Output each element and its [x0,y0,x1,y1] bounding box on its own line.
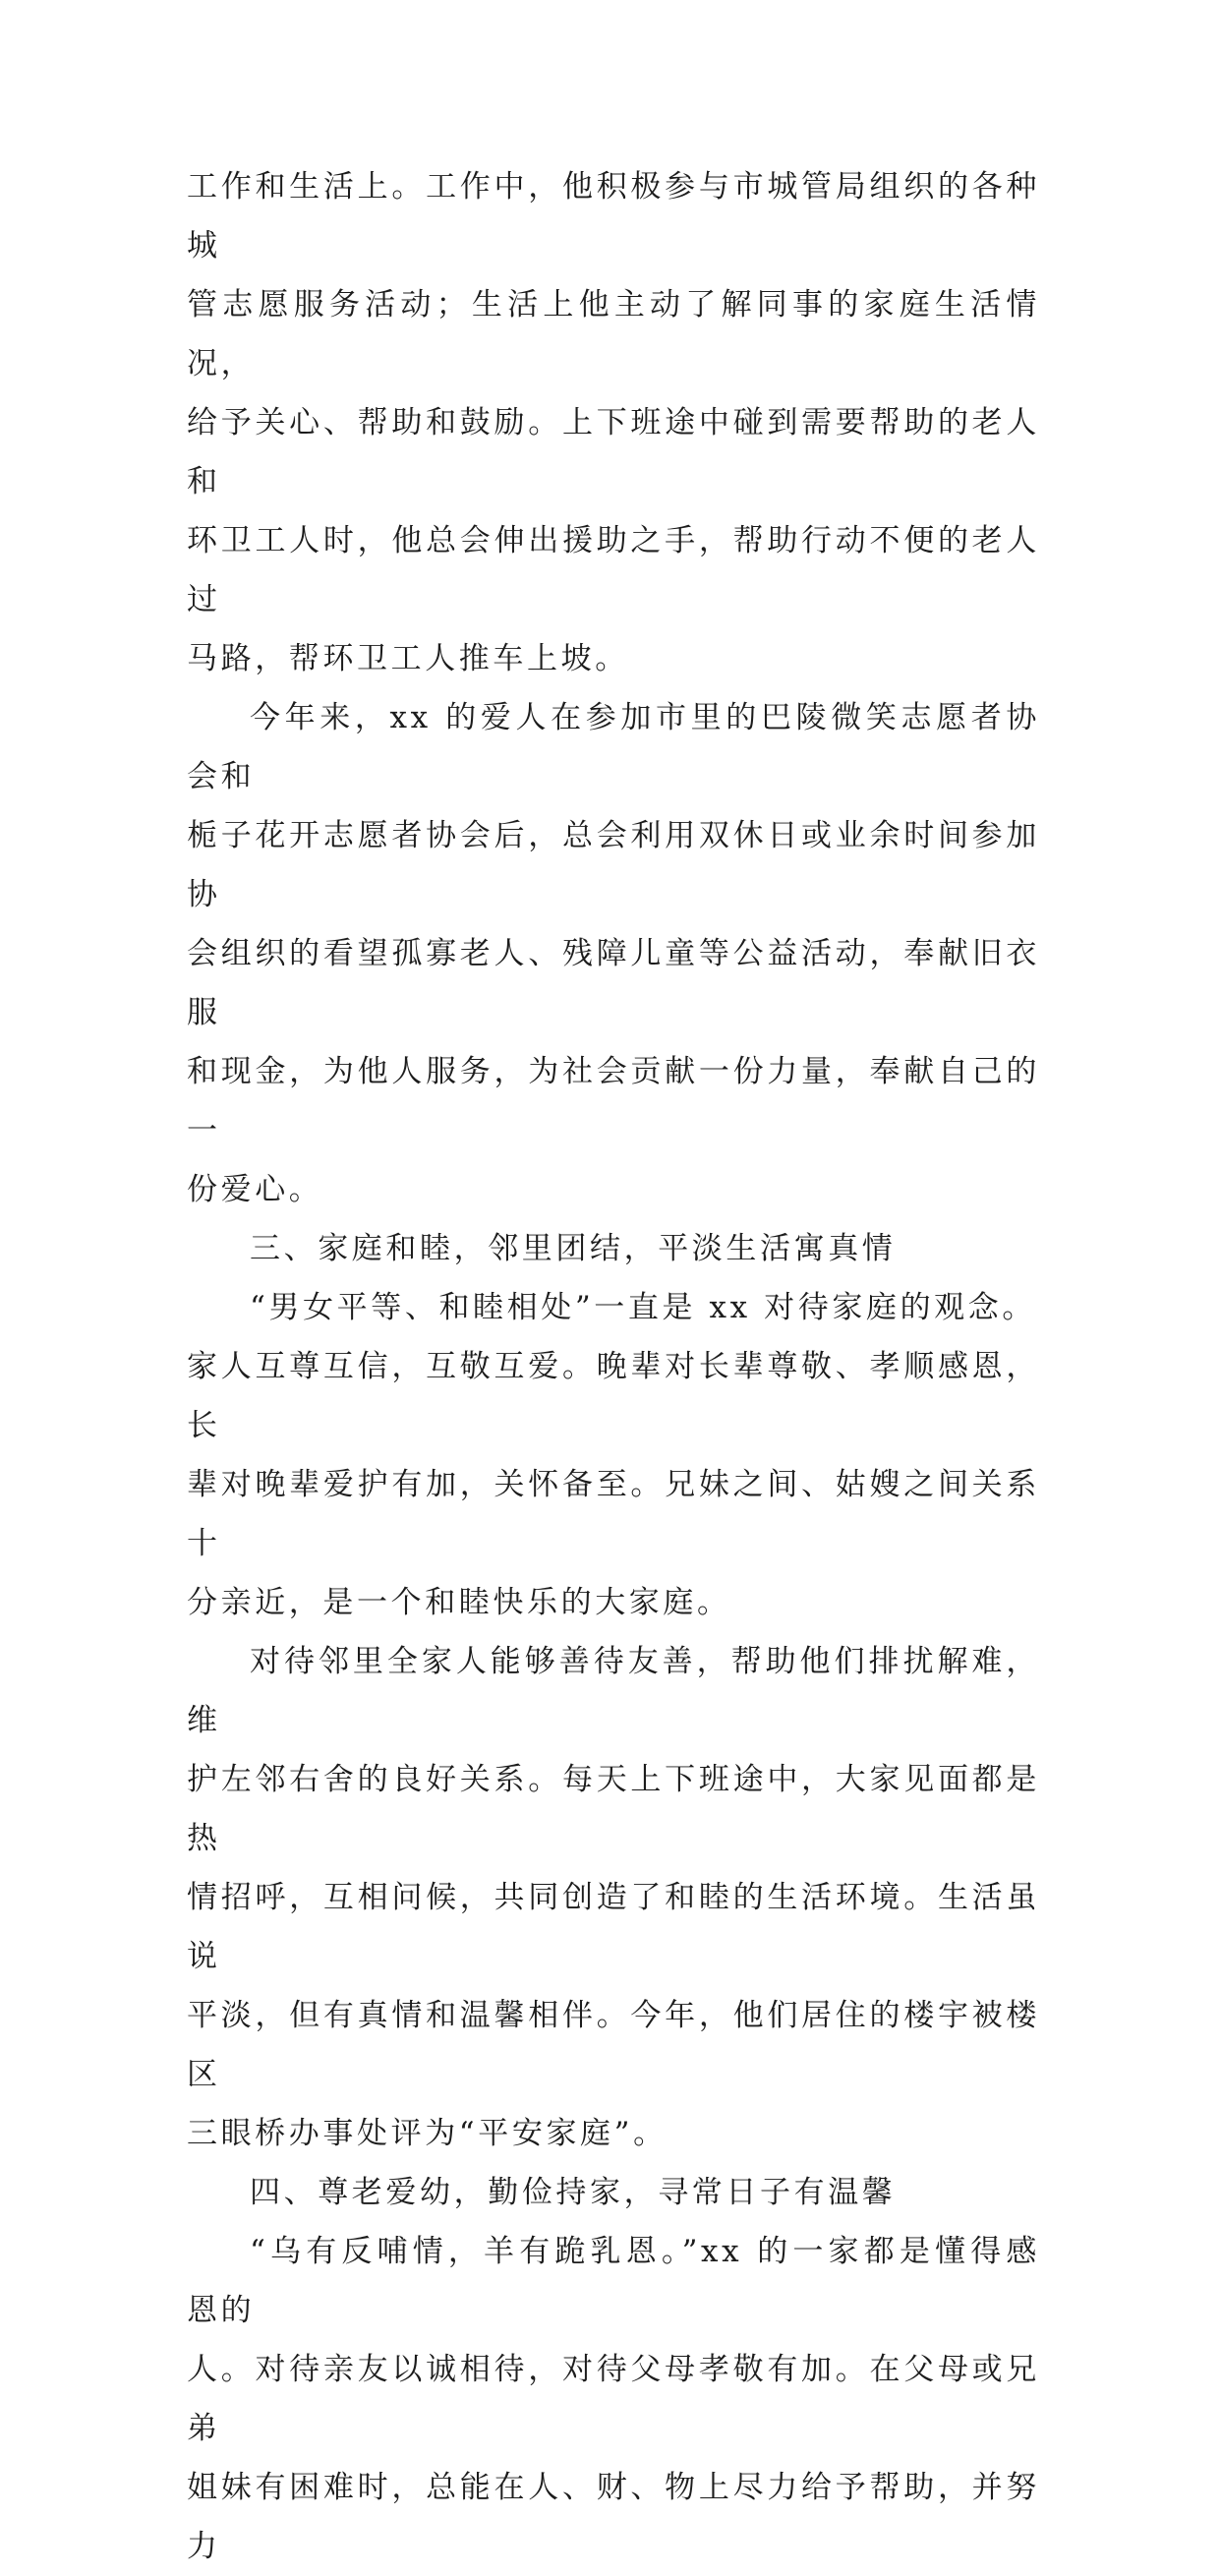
text-line: 栀子花开志愿者协会后，总会利用双休日或业余时间参加协 [187,818,1040,912]
text-line: 护左邻右舍的良好关系。每天上下班途中，大家见面都是热 [187,1762,1040,1856]
text-line: 分亲近，是一个和睦快乐的大家庭。 [187,1585,731,1620]
text-line: 给予关心、帮助和鼓励。上下班途中碰到需要帮助的老人和 [187,405,1040,499]
paragraph-neighbors [187,1632,1040,2163]
text-line: 份爱心。 [187,1172,323,1207]
text-line: 会组织的看望孤寡老人、残障儿童等公益活动，奉献旧衣服 [187,936,1040,1030]
text-line: 今年来，xx 的爱人在参加市里的巴陵微笑志愿者协会和 [187,700,1040,794]
text-line: 辈对晚辈爱护有加，关怀备至。兄妹之间、姑嫂之间关系十 [187,1467,1040,1561]
text-line: “乌有反哺情，羊有跪乳恩。”xx 的一家都是懂得感恩的 [187,2234,1040,2328]
text-line: 工作和生活上。工作中，他积极参与市城管局组织的各种城 [187,169,1040,263]
text-line: 平淡，但有真情和温馨相伴。今年，他们居住的楼宇被楼区 [187,1998,1040,2092]
text-line: 管志愿服务活动；生活上他主动了解同事的家庭生活情况， [187,287,1040,381]
text-line: 人。对待亲友以诚相待，对待父母孝敬有加。在父母或兄弟 [187,2352,1040,2446]
text-line: 马路，帮环卫工人推车上坡。 [187,641,629,676]
section-heading-four [187,2163,1040,2222]
text-line: 情招呼，互相问候，共同创造了和睦的生活环境。生活虽说 [187,1880,1040,1974]
text-line: 对待邻里全家人能够善待友善，帮助他们排扰解难，维 [187,1644,1040,1738]
text-line: “男女平等、和睦相处”一直是 xx 对待家庭的观念。 [250,1290,1036,1325]
paragraph-spouse-volunteer [187,688,1040,1219]
text-line: 环卫工人时，他总会伸出援助之手，帮助行动不便的老人过 [187,523,1040,617]
text-line: 三眼桥办事处评为“平安家庭”。 [187,2116,668,2151]
paragraph-volunteer-work [187,157,1040,688]
text-line: 三、家庭和睦，邻里团结，平淡生活寓真情 [250,1231,897,1266]
text-line: 四、尊老爱幼，勤俭持家，寻常日子有温馨 [250,2175,897,2210]
text-line: 家人互尊互信，互敬互爱。晚辈对长辈尊敬、孝顺感恩，长 [187,1349,1040,1443]
text-line: 姐妹有困难时，总能在人、财、物上尽力给予帮助，并努力 [187,2470,1040,2564]
text-line: 和现金，为他人服务，为社会贡献一份力量，奉献自己的一 [187,1054,1040,1148]
document-body [187,157,1040,2576]
paragraph-family-harmony [187,1278,1040,1632]
paragraph-filial-piety [187,2222,1040,2576]
section-heading-three [187,1219,1040,1278]
